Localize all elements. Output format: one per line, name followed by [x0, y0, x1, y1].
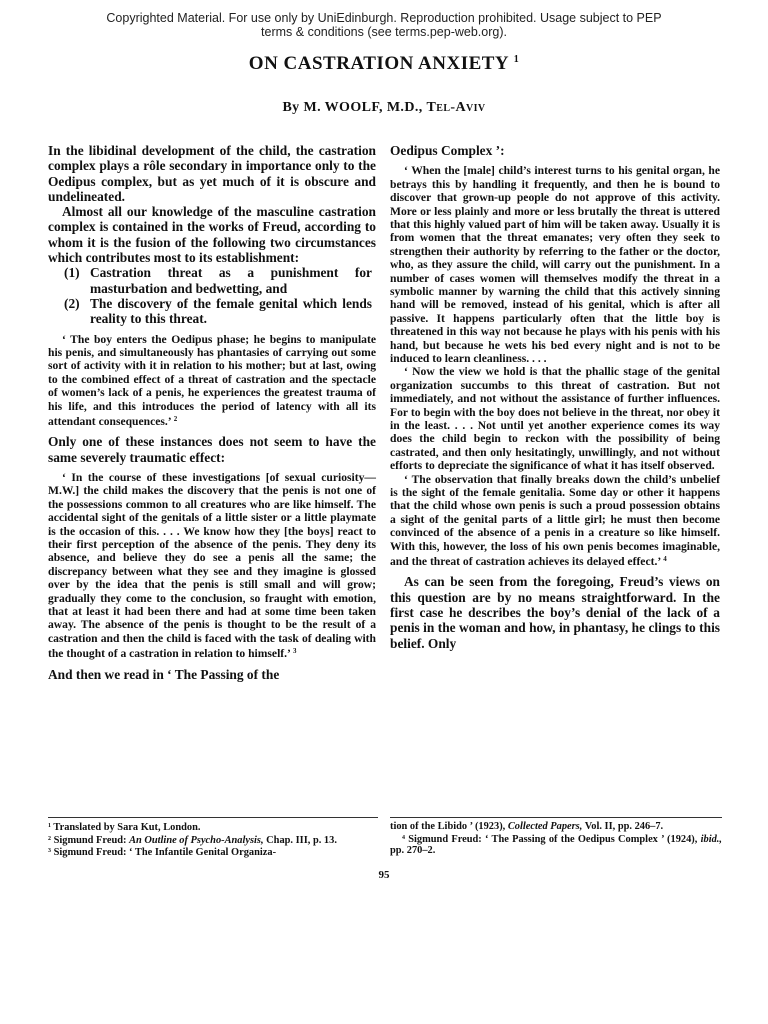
- footnotes-right: [390, 821, 722, 857]
- footnote-4-text: Sigmund Freud: ‘ The Passing of the Oedipus Complex ’ (1924),: [408, 833, 701, 845]
- right-column: [390, 143, 720, 651]
- left-paragraph-4: And then we read in ‘ The Passing of the: [48, 666, 280, 682]
- article-title-text: ON CASTRATION ANXIETY: [248, 53, 509, 74]
- footnote-3-number: 3: [48, 848, 51, 855]
- footnote-4: [390, 833, 722, 857]
- footnote-2-title: An Outline of Psycho-Analysis,: [129, 834, 264, 846]
- left-quote-2-text: ‘ In the course of these investigations [of sexual curiosity—M.W.] the child makes the discovery that the penis is not one of the possessions common to all creatures who are like himself. The accidental sight of the genitals of a little sister or a little playmate is the occasion of this. . . . We know how they [the boys] react to their first perception of the absence of the penis. They deny its absence, and believe they do see a penis all the same; the discrepancy between what they see and they imagine is glossed over by the idea that the penis is still small and will grow; gradually they come to the conclusion, so fraught with emotion, that at least it had been there and had at some time been taken away. The absence of the penis is thought to be the result of a castration and then the child is faced with the task of dealing with the thought of a castration in relation to himself.’: [48, 471, 376, 661]
- footnote-2: [48, 834, 378, 847]
- footnote-3-cont-detail: Vol. II, pp. 246–7.: [582, 821, 664, 832]
- footnote-2-number: 2: [48, 835, 51, 842]
- footnote-4-number: 4: [402, 834, 405, 841]
- right-quote-1: ‘ When the [male] child’s interest turns to his genital organ, he betrays this by handling it frequently, and then he is bound to discover that grown-up people do not approve of this activity. More or less plainly and more or less brutally the threat is uttered that this highly valued part of him will be taken away. Usually it is from women that the threat emanates; very often they seek to strengthen their authority by referring to the father or the doctor, who, as they assure the child, will carry out the punishment. In a number of cases women will themselves modify the threat in a symbolic manner by warning the child that this actively sinning hand will be removed, instead of his genital, which is after all passive. It happens particularly often that the little boy is threatened in this way not because he plays with his penis with his hand, but because he wets his bed every night and is not to be induced to learn cleanliness. . . .: [390, 164, 720, 365]
- right-quote-3-note-ref: 4: [663, 555, 667, 564]
- footnote-2-author: Sigmund Freud:: [53, 834, 130, 846]
- left-paragraph-2: Almost all our knowledge of the masculine castration complex is contained in the works of Freud, according to whom it is the fusion of the following two circumstances which contributes most to its establishment:: [48, 204, 376, 266]
- footnote-3-cont-title: Collected Papers,: [507, 821, 583, 832]
- copyright-notice-line-2: terms & conditions (see terms.pep-web.org).: [261, 25, 507, 39]
- list-item-2-text: The discovery of the female genital which lends reality to this threat.: [90, 295, 372, 327]
- footnote-1: [48, 821, 378, 834]
- right-quote-3: [390, 473, 720, 569]
- page-number: 95: [378, 869, 390, 881]
- list-item-2-number: (2): [64, 295, 80, 311]
- left-quote-1-note-ref: 2: [173, 415, 178, 423]
- list-item-2: [64, 296, 376, 327]
- right-paragraph-1: Oedipus Complex ’:: [390, 143, 505, 158]
- footnote-4-ibid: ibid.,: [700, 833, 722, 845]
- footnote-2-detail: Chap. III, p. 13.: [263, 834, 337, 846]
- footnotes-left: [48, 821, 378, 859]
- left-paragraph-3: Only one of these instances does not seem to have the same severely traumatic effect:: [48, 434, 376, 465]
- footnote-3: [48, 846, 378, 859]
- right-paragraph-2: As can be seen from the foregoing, Freud’s views on this question are by no means straightforward. In the first case he describes the boy’s denial of the lack of a penis in the woman and how, in phantasy, he clings to this belief. Only: [390, 574, 720, 651]
- footnote-3-continued: [390, 821, 722, 833]
- footnote-3-text: Sigmund Freud: ‘ The Infantile Genital Organiza-: [53, 847, 277, 859]
- left-quote-2: [48, 471, 376, 661]
- article-title: [0, 53, 768, 75]
- footnote-3-cont-text: tion of the Libido ’ (1923),: [390, 821, 508, 832]
- author-location: Tel-Aviv: [426, 100, 486, 115]
- copyright-notice: [40, 11, 728, 39]
- footnote-1-text: Translated by Sara Kut, London.: [53, 822, 201, 833]
- right-quote-2: ‘ Now the view we hold is that the phallic stage of the genital organization succumbs to this threat of castration. But not immediately, and not without the assistance of further influences. For to begin with the boy does not believe in the threat, nor obey it in the least. . . . Not until yet another experience comes its way does the child begin to reckon with the possibility of being castrated, and then only hesitatingly, unwillingly, and not without efforts to depreciate the significance of what it has itself observed.: [390, 365, 720, 473]
- author-name: By M. WOOLF, M.D.,: [282, 100, 427, 115]
- footnote-4-detail: pp. 270–2.: [390, 845, 436, 857]
- left-quote-1-text: ‘ The boy enters the Oedipus phase; he begins to manipulate his penis, and simultaneously has phantasies of carrying out some sort of activity with it in relation to his mother; but at last, owing to the combined effect of a threat of castration and the spectacle of women’s lack of a penis, he experiences the greatest trauma of his life, and this introduces the period of latency with all its attendant consequences.’: [48, 332, 376, 428]
- left-column: [48, 143, 376, 682]
- footnote-1-number: 1: [48, 823, 51, 829]
- copyright-notice-line-1: Copyrighted Material. For use only by UniEdinburgh. Reproduction prohibited. Usage subject to PEP: [106, 11, 662, 25]
- list-item-1: [64, 265, 376, 296]
- list-item-1-number: (1): [64, 265, 80, 281]
- right-quote-3-text: ‘ The observation that finally breaks down the child’s unbelief is the sight of the female genitalia. Some day or other it happens that the child whose own penis is such a proud possession obtains a sight of the genital parts of a little girl; he must then become convinced of the absence of a penis in a creature so like himself. With this, however, the loss of his own penis becomes imaginable, and the threat of castration achieves its delayed effect.’: [390, 472, 720, 569]
- author-byline: [0, 100, 768, 116]
- list-item-1-text: Castration threat as a punishment for masturbation and bedwetting, and: [90, 265, 372, 296]
- footnote-rule-left: [48, 817, 378, 818]
- left-quote-1: [48, 333, 376, 429]
- left-paragraph-1: In the libidinal development of the child, the castration complex plays a rôle secondary in importance only to the Oedipus complex, but as yet much of it is obscure and undelineated.: [48, 143, 376, 204]
- left-quote-2-note-ref: 3: [292, 647, 297, 656]
- footnote-rule-right: [390, 817, 722, 818]
- article-title-note-ref: 1: [513, 54, 520, 65]
